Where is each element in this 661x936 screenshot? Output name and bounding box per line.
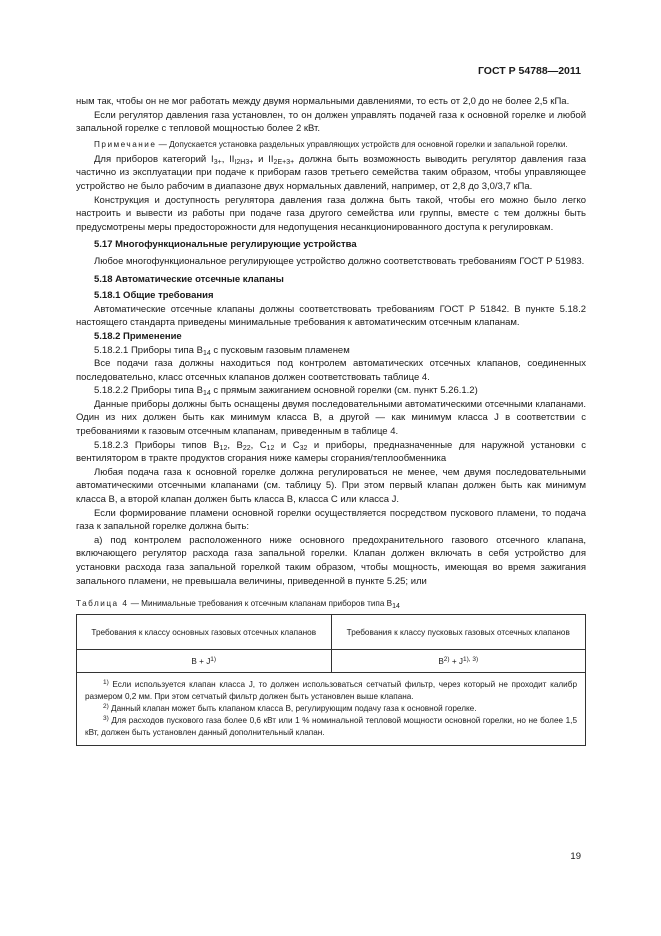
clause-5-18-2-1: 5.18.2.1 Приборы типа $B_{14}$ с пусковым газовым пламенем [94,344,350,357]
paragraph: Данные приборы должны быть оснащены двумя последовательными автоматическими отсечными клапанами. Один из них должен быть как минимум класса B, а другой — как минимум класса J в соответствии с требованиями к газовым отсечным клапанам, приведенным в таблице 4. [76,398,586,438]
note-text: — Допускается установка раздельных управляющих устройств для основной горелки и запальной горелки. [156,139,568,149]
document-body [76,95,586,746]
footnote: $^{2)}$ Данный клапан может быть клапаном класса B, регулирующим подачу газа к основной горелке. [103,703,477,714]
table-cell: $B^{2)} + J^{1), 3)}$ [331,650,586,673]
table-cell: $B + J^{1)}$ [77,650,332,673]
document-header: ГОСТ Р 54788—2011 [477,65,581,77]
table-4 [76,614,586,746]
subsection-heading-5-18-1: 5.18.1 Общие требования [94,290,214,302]
clause-5-18-2-2: 5.18.2.2 Приборы типа $B_{14}$ с прямым зажиганием основной горелки (см. пункт 5.26.1.2) [94,385,478,398]
paragraph-item-a: а) под контролем расположенного ниже основного предохранительного газового отсечного клапана, включающего регулятор расхода газа запальной горелки. Клапан должен включать в себя устройство для установки расхода газа запальной горелкой таким образом, чтобы мощность, имеющая во время зажигания запального пламени, не превышала величины, приведенной в пункте 5.25; или [76,534,586,587]
paragraph: Если формирование пламени основной горелки осуществляется посредством пускового пламени, то подача газа к запальной горелке должна быть: [76,507,586,533]
table-footnotes [77,673,586,746]
page-number: 19 [570,851,581,862]
paragraph: ным так, чтобы он не мог работать между двумя нормальными давлениями, то есть от 2,0 до не более 2,5 кПа. [76,96,570,107]
table-row [77,650,586,673]
paragraph: Любое многофункциональное регулирующее устройство должно соответствовать требованиям ГОСТ Р 51983. [94,255,585,267]
table-caption: Таблица 4 — Минимальные требования к отсечным клапанам приборов типа $B_{14}$ [76,599,400,611]
section-heading-5-18: 5.18 Автоматические отсечные клапаны [94,273,284,285]
table-footnotes-row [77,673,586,746]
footnote: $^{1)}$ Если используется клапан класса J, то должен использоваться сетчатый фильтр, через который не проходит калибр размером 0,2 мм. При этом сетчатый фильтр должен быть установлен выше клапана. [85,679,577,702]
section-heading-5-17: 5.17 Многофункциональные регулирующие устройства [94,239,357,251]
footnote: $^{3)}$ Для расходов пускового газа более 0,6 кВт или 1 % номинальной тепловой мощности основной горелки, но не более 1,5 кВт, должен быть установлен данный дополнительный клапан. [85,715,577,738]
paragraph: Любая подача газа к основной горелке должна регулироваться не менее, чем двумя последовательными автоматическими отсечными клапанами (см. таблицу 5). При этом первый клапан должен быть как минимум класса B, а второй клапан должен быть класса B, класса C или класса J. [76,466,586,506]
subsection-heading-5-18-2: 5.18.2 Применение [94,330,182,342]
table-header-cell: Требования к классу основных газовых отсечных клапанов [77,615,332,650]
paragraph: Конструкция и доступность регулятора давления газа должна быть такой, чтобы его можно было легко настроить и вывести из работы при подаче газа другого семейства или группы, вместе с тем должны быть предусмотрены меры предосторожности для недопущения несанкционированного доступа к регулировкам. [76,194,586,233]
clause-5-18-2-3: 5.18.2.3 Приборы типов $B_{12}$, $B_{22}$, $C_{12}$ и $C_{32}$ и приборы, предназначенные для наружной установки с вентилятором в тракте продуктов сгорания ниже камеры сгорания/теплообменника [76,439,586,465]
note [76,139,586,151]
table-header-row [77,615,586,650]
paragraph: Все подачи газа должны находиться под контролем автоматических отсечных клапанов, соединенных последовательно, класс отсечных клапанов должен соответствовать таблице 4. [76,358,586,383]
paragraph: Если регулятор давления газа установлен, то он должен управлять подачей газа к основной горелке и любой запальной горелке с тепловой мощностью более 2 кВт. [76,109,586,135]
note-label: Примечание [94,139,157,149]
paragraph: Автоматические отсечные клапаны должны соответствовать требованиям ГОСТ Р 51842. В пункте 5.18.2 настоящего стандарта приведены минимальные требования к автоматическим отсечным клапанам. [76,303,586,329]
table-header-cell: Требования к классу пусковых газовых отсечных клапанов [331,615,586,650]
paragraph-categories: Для приборов категорий $I_{3+}$, $II_{I2H3+}$ и $II_{2E+3+}$ должна быть возможность выводить регулятор давления газа частично из эксплуатации при подаче к приборам газов третьего семейства таким образом, чтобы управляющее устройство не было рабочим в диапазоне двух нормальных давлений, например, от 2,8 до 3,0/3,7 кПа. [76,153,587,192]
